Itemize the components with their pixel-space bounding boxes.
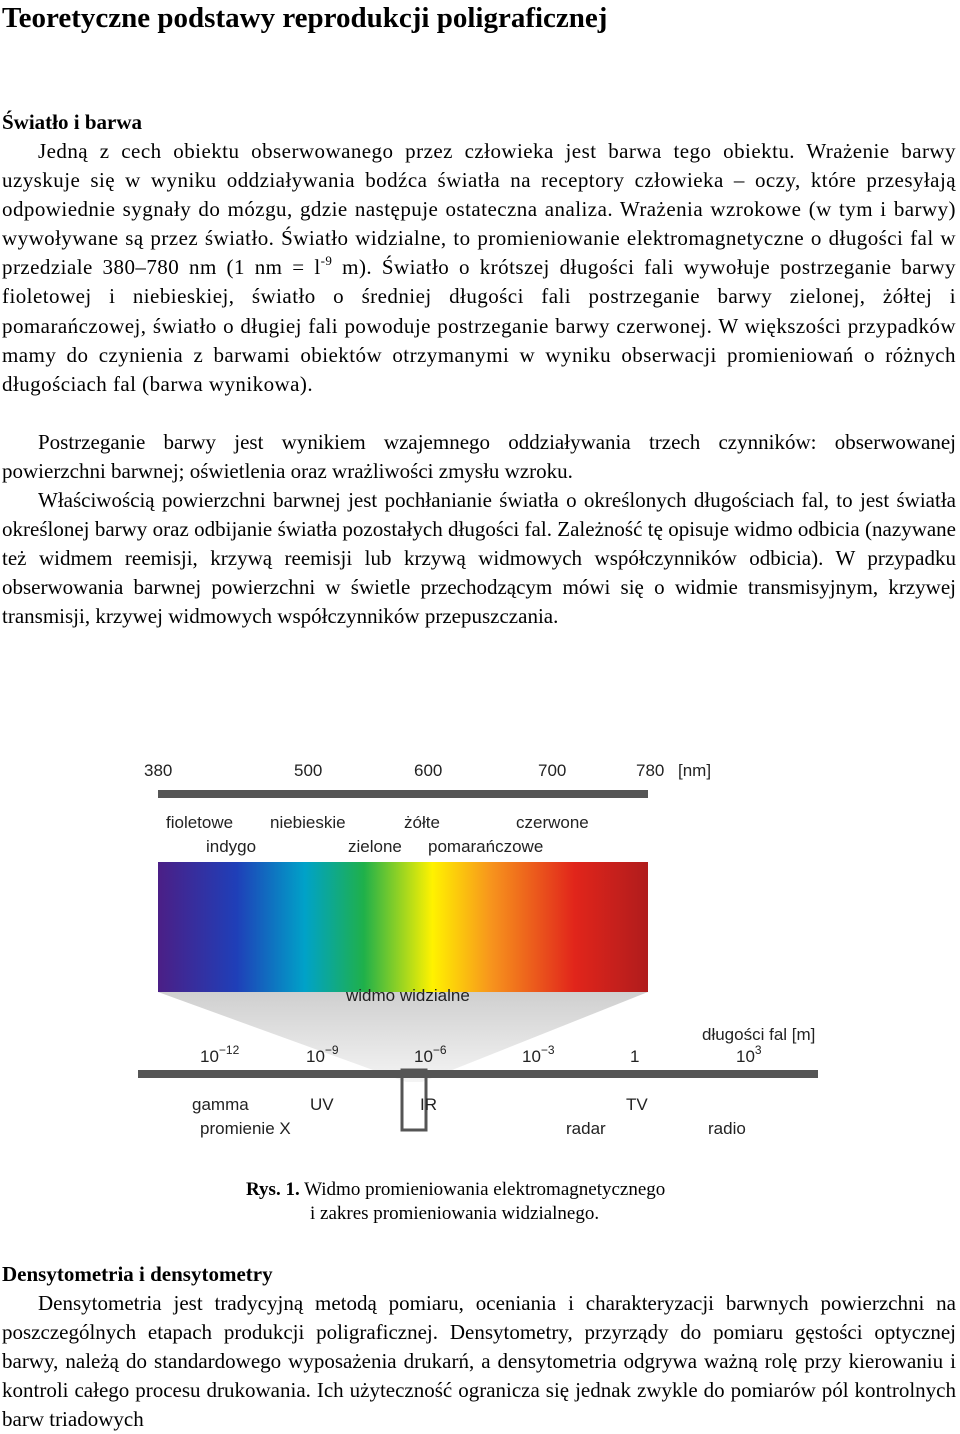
nm-label: 500: [294, 761, 323, 780]
tick-base: 10: [522, 1047, 541, 1066]
color-name-label: indygo: [206, 837, 257, 856]
wavelength-tick-label: [522, 1043, 555, 1066]
tick-exponent: 3: [754, 1043, 762, 1057]
band-label: promienie X: [200, 1119, 291, 1138]
band-label: radar: [566, 1119, 606, 1138]
paragraph-light-color-1: [2, 137, 956, 399]
paragraph-light-color-3: Właściwością powierzchni barwnej jest pochłanianie światła o określonych długościach fal, to jest światła określonej barwy oraz odbijanie światła pozostałych długości fal. Zależność tę opisuje widmo odbicia (nazywane też widmem reemisji, krzywą reemisji lub krzywą widmowych współczynników odbicia). W przypadku obserwowania barwnej powierzchni w świetle przechodzącym mówi się o widmie transmisyjnym, krzywej transmisji, krzywej widmowych współczynników przepuszczania.: [2, 488, 956, 629]
section-heading-densitometry: Densytometria i densytometry: [2, 1262, 273, 1286]
spectrum-figure: [136, 752, 820, 1144]
exponent: -9: [320, 253, 333, 269]
em-spectrum-bar: [138, 1070, 818, 1078]
band-label: TV: [626, 1095, 648, 1114]
band-label: UV: [310, 1095, 334, 1114]
spectrum-diagram: [136, 752, 820, 1144]
wavelength-tick-label: [630, 1047, 639, 1066]
visible-spectrum-label: widmo widzialne: [346, 986, 470, 1005]
wavelength-tick-label: [306, 1043, 339, 1066]
color-name-label: żółte: [404, 813, 440, 832]
tick-exponent: −9: [324, 1043, 339, 1057]
visible-spectrum-band: [158, 862, 648, 992]
tick-base: 10: [414, 1047, 433, 1066]
band-label: IR: [420, 1095, 437, 1114]
nm-scale-bar: [158, 790, 648, 798]
nm-label: 780: [636, 761, 665, 780]
color-name-label: zielone: [348, 837, 402, 856]
tick-exponent: −3: [540, 1043, 555, 1057]
nm-unit-label: [nm]: [678, 761, 712, 780]
nm-label: 700: [538, 761, 567, 780]
tick-base: 10: [200, 1047, 219, 1066]
paragraph-text: Jedną z cech obiektu obserwowanego przez człowieka jest barwa tego obiektu. Wrażenie barwy uzyskuje się w wyniku oddziaływania bodźca światła na receptory człowieka – oczy, które przesyłają odpowiednie sygnały do mózgu, gdzie następuje ostateczna analiza. Wrażenia wzrokowe (w tym i barwy) wywoływane są przez światło. Światło widzialne, to promieniowanie elektromagnetyczne o długości fal w przedziale 380–780 nm (1 nm = l: [2, 139, 956, 280]
paragraph-text: m). Światło o krótszej długości fali wywołuje postrzeganie barwy fioletowej i niebieskiej, światło o średniej długości fali postrzeganie barwy zielonej, żółtej i pomarańczowej, światło o długiej fali powoduje postrzeganie barwy czerwonej. W większości przypadków mamy do czynienia z barwami obiektów otrzymanymi w wyniku obserwacji promieniowań o różnych długościach fal (barwa wynikowa).: [2, 255, 956, 396]
color-name-label: czerwone: [516, 813, 589, 832]
wavelength-tick-label: [200, 1043, 240, 1066]
caption-line-2: i zakres promieniowania widzialnego.: [310, 1203, 600, 1224]
caption-label: Rys. 1.: [246, 1179, 300, 1200]
wavelength-tick-label: [736, 1043, 762, 1066]
nm-label: 380: [144, 761, 173, 780]
caption-line-1: Widmo promieniowania elektromagnetycznego: [299, 1179, 666, 1200]
wavelength-axis-label: długości fal [m]: [702, 1025, 816, 1044]
paragraph-light-color-2: Postrzeganie barwy jest wynikiem wzajemnego oddziaływania trzech czynników: obserwowanej powierzchni barwnej; oświetlenia oraz wrażliwości zmysłu wzroku.: [2, 430, 956, 484]
tick-exponent: −12: [218, 1043, 240, 1057]
tick-base: 10: [306, 1047, 325, 1066]
nm-label: 600: [414, 761, 443, 780]
paragraph-densitometry-1: Densytometria jest tradycyjną metodą pomiaru, oceniania i charakteryzacji barwnych powierzchni na poszczególnych etapach produkcji poligraficznej. Densytometry, przyrządy do pomiaru gęstości optycznej barwy, należą do standardowego wyposażenia drukarń, a densytometria odgrywa ważną rolę przy kierowaniu i kontroli całego procesu drukowania. Ich użyteczność ogranicza się jednak zwykle do pomiarów pól kontrolnych barw triadowych: [2, 1291, 956, 1432]
tick-exponent: −6: [432, 1043, 447, 1057]
color-name-label: niebieskie: [270, 813, 346, 832]
color-name-label: pomarańczowe: [428, 837, 544, 856]
tick-base: 10: [736, 1047, 755, 1066]
color-name-label: fioletowe: [166, 813, 234, 832]
tick-base: 1: [630, 1047, 640, 1066]
band-label: radio: [708, 1119, 746, 1138]
band-label: gamma: [192, 1095, 249, 1114]
page-title: Teoretyczne podstawy reprodukcji poligraficznej: [2, 2, 608, 34]
figure-caption: [246, 1178, 766, 1226]
section-heading-light-color: Światło i barwa: [2, 110, 143, 134]
